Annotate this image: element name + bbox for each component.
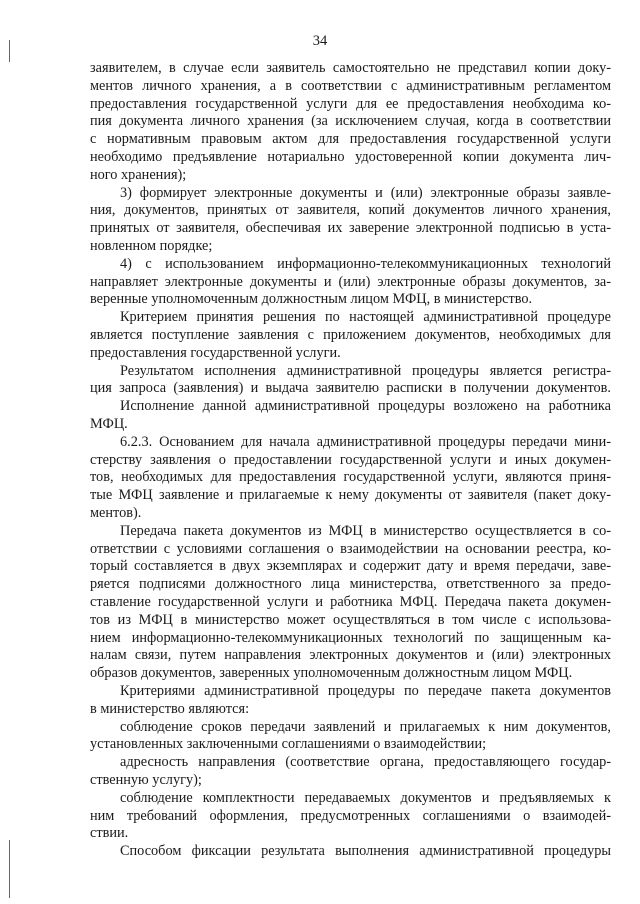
text-line: Исполнение данной административной процедуры возложено на работника	[120, 398, 611, 415]
text-line: установленных заключенными соглашениями о взаимодействии;	[90, 736, 487, 753]
text-line: 6.2.3. Основанием для начала административной процедуры передачи мини-	[120, 433, 611, 450]
text-line: Критериями административной процедуры по передаче пакета документов	[120, 683, 611, 699]
text-line: ственную услугу);	[90, 772, 202, 788]
text-line: предоставления государственной услуги.	[90, 344, 341, 361]
text-line: ментов личного хранения, а в соответствии с административным регламентом	[90, 77, 611, 94]
text-line: является поступление заявления с приложением документов, необходимых для	[90, 327, 611, 343]
text-line: ствии.	[90, 825, 129, 842]
text-line: Критерием принятия решения по настоящей административной процедуре	[120, 309, 611, 326]
margin-mark-bottom	[9, 840, 10, 898]
text-line: МФЦ.	[90, 416, 128, 432]
text-line: Способом фиксации результата выполнения административной процедуры	[120, 843, 611, 860]
text-line: Результатом исполнения административной процедуры является регистра-	[120, 362, 611, 379]
text-line: ного хранения);	[90, 166, 187, 183]
text-line: необходимо предъявление нотариально удостоверенной копии документа лич-	[90, 149, 611, 165]
text-line: в министерство являются:	[90, 700, 250, 717]
text-line: нием информационно-телекоммуникационных технологий по защищенным ка-	[90, 629, 611, 646]
text-line: 4) с использованием информационно-телекоммуникационных технологий	[120, 255, 611, 272]
text-line: налам связи, путем направления электронных документов и (или) электронных	[90, 647, 611, 664]
text-line: ния, документов, принятых от заявителя, копий документов личного хранения,	[90, 202, 611, 219]
text-line: торый составляется в двух экземплярах и содержит дату и время передачи, заве-	[90, 558, 611, 575]
text-line: ставление государственной услуги и работника МФЦ. Передача пакета докумен-	[90, 594, 611, 610]
text-line: направляет электронные документы и (или) электронные образы документов, за-	[90, 273, 611, 290]
page-number: 34	[312, 33, 328, 49]
text-line: адресность направления (соответствие органа, предоставляющего государ-	[120, 754, 611, 771]
text-line: ответствии с условиями соглашения о взаимодействии на основании реестра, ко-	[90, 540, 611, 557]
text-line: пия документа личного хранения (за исключением случая, когда в соответствии	[90, 113, 611, 130]
text-line: ция запроса (заявления) и выдача заявителю расписки в получении документов.	[90, 380, 611, 397]
text-line: веренные уполномоченным должностным лицом МФЦ, в министерство.	[90, 291, 533, 308]
text-line: соблюдение комплектности передаваемых документов и предъявляемых к	[120, 789, 611, 806]
text-line: предоставления государственной услуги для ее предоставления необходима ко-	[90, 95, 611, 112]
text-line: образов документов, заверенных уполномоченным должностным лицом МФЦ.	[90, 665, 573, 682]
text-line: новленном порядке;	[90, 238, 213, 254]
text-line: ряется подписями должностного лица министерства, ответственного за предо-	[90, 576, 611, 593]
text-line: ним требований оформления, предусмотренных соглашениями о взаимодей-	[90, 807, 611, 824]
text-line: ментов).	[90, 505, 142, 521]
text-line: тов из МФЦ в министерство может осуществляться в том числе с использова-	[90, 611, 611, 628]
margin-mark-top	[9, 40, 10, 62]
text-line: соблюдение сроков передачи заявлений и прилагаемых к ним документов,	[120, 718, 611, 735]
text-line: заявителем, в случае если заявитель самостоятельно не представил копии доку-	[90, 60, 611, 76]
text-line: тов, необходимых для предоставления государственной услуги, являются приня-	[90, 469, 611, 486]
text-line: принятых от заявителя, обеспечивая их заверение электронной подписью в уста-	[90, 220, 611, 237]
text-line: стерству заявления о предоставлении государственной услуги и иных докумен-	[90, 451, 611, 468]
text-line: Передача пакета документов из МФЦ в министерство осуществляется в со-	[120, 522, 611, 539]
text-line: 3) формирует электронные документы и (или) электронные образы заявле-	[120, 184, 611, 201]
text-line: с нормативным правовым актом для предоставления государственной услуги	[90, 131, 611, 148]
text-line: тые МФЦ заявление и прилагаемые к нему документы от заявителя (пакет доку-	[90, 487, 611, 504]
